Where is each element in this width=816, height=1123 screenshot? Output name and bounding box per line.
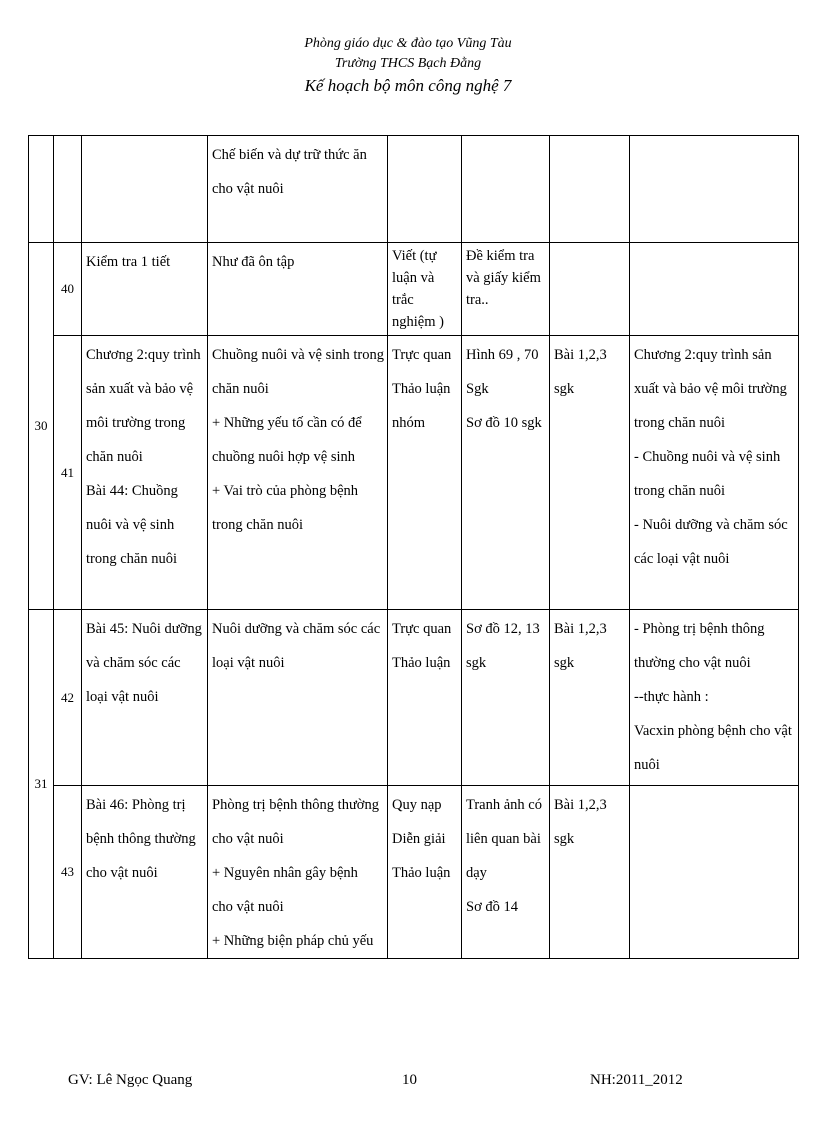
content-line: loại vật nuôi [212,655,285,671]
method-line: Viết (tự [392,248,437,264]
lesson-name-cell [82,786,208,959]
note-line: - Nuôi dưỡng và chăm sóc [634,517,788,533]
week-number: 30 [29,243,54,610]
note-line: Vacxin phòng bệnh cho vật [634,723,792,739]
lesson-name-line: môi trường trong [86,415,186,431]
teacher-name: GV: Lê Ngọc Quang [68,1072,193,1088]
method-line: Trực quan [392,347,452,363]
note-cell [630,336,799,610]
content-line: + Những yếu tố cần có để [212,415,362,431]
note-line: trong chăn nuôi [634,415,726,431]
content-line: cho vật nuôi [212,181,284,197]
page-header [0,34,816,98]
content-line: Chuồng nuôi và vệ sinh trong [212,347,384,363]
note-line: xuất và bảo vệ môi trường [634,381,787,397]
content-line: + Nguyên nhân gây bệnh [212,865,358,881]
content-cell [208,136,388,243]
exercise-cell [550,243,630,336]
page-number: 10 [402,1072,417,1088]
materials-cell [462,786,550,959]
content-line: + Vai trò của phòng bệnh [212,483,359,499]
content-line: + Những biện pháp chủ yếu [212,933,374,949]
note-cell [630,136,799,243]
lesson-name-line: nuôi và vệ sinh [86,517,175,533]
materials-line: Đề kiểm tra [466,248,535,264]
lesson-name-line: loại vật nuôi [86,689,159,705]
table-row [29,136,799,243]
materials-cell [462,610,550,786]
materials-line: Tranh ảnh có [466,797,542,813]
lesson-name-line: trong chăn nuôi [86,551,178,567]
document-title: Kế hoạch bộ môn công nghệ 7 [304,76,512,95]
note-line: thường cho vật nuôi [634,655,751,671]
lesson-name-line: Bài 44: Chuồng [86,483,178,499]
materials-line: Sơ đồ 10 sgk [466,415,542,431]
note-line: --thực hành : [634,689,709,705]
materials-line: Sơ đồ 12, 13 [466,621,540,637]
content-cell [208,243,388,336]
method-line: Quy nạp [392,797,442,813]
period-cell [54,136,82,243]
school-name: Trường THCS Bạch Đằng [334,56,482,71]
lesson-name-cell [82,136,208,243]
method-line: Thảo luận [392,655,451,671]
method-line: Thảo luận [392,381,451,397]
period-number: 43 [54,786,82,959]
exercise-cell [550,610,630,786]
content-line: Như đã ôn tập [212,254,295,270]
materials-line: và giấy kiểm [466,270,541,286]
lesson-name-line: bệnh thông thường [86,831,196,847]
lesson-name-line: Chương 2:quy trình [86,347,201,363]
exercise-cell [550,336,630,610]
note-cell [630,610,799,786]
method-cell [388,336,462,610]
lesson-name-line: Bài 45: Nuôi dưỡng [86,621,202,637]
content-line: cho vật nuôi [212,831,284,847]
school-year: NH:2011_2012 [590,1072,683,1088]
materials-line: Sgk [466,381,489,397]
content-line: Phòng trị bệnh thông thường [212,797,379,813]
materials-cell [462,243,550,336]
note-line: nuôi [634,757,660,773]
method-cell [388,786,462,959]
note-line: Chương 2:quy trình sản [634,347,772,363]
content-line: trong chăn nuôi [212,517,304,533]
exercise-line: sgk [554,831,575,847]
method-line: Diễn giải [392,831,446,847]
method-line: Thảo luận [392,865,451,881]
lesson-name-cell [82,243,208,336]
lesson-name-line: sản xuất và bảo vệ [86,381,194,397]
content-cell [208,336,388,610]
lesson-name-line: chăn nuôi [86,449,143,465]
period-number: 41 [54,336,82,610]
exercise-cell [550,786,630,959]
method-line: luận và trắc [392,270,435,308]
lesson-name-cell [82,336,208,610]
materials-line: sgk [466,655,487,671]
exercise-line: Bài 1,2,3 [554,621,607,637]
materials-line: Hình 69 , 70 [466,347,539,363]
method-line: Trực quan [392,621,452,637]
note-line: các loại vật nuôi [634,551,730,567]
content-line: chuồng nuôi hợp vệ sinh [212,449,355,465]
lesson-name-line: và chăm sóc các [86,655,181,671]
table-row [29,243,799,336]
method-cell [388,243,462,336]
lesson-plan-table [28,135,799,959]
note-line: - Phòng trị bệnh thông [634,621,765,637]
exercise-line: Bài 1,2,3 [554,347,607,363]
week-cell [29,136,54,243]
department-name: Phòng giáo dục & đào tạo Vũng Tàu [304,36,512,51]
period-number: 40 [54,243,82,336]
method-cell [388,136,462,243]
period-number: 42 [54,610,82,786]
materials-line: liên quan bài [466,831,541,847]
note-line: trong chăn nuôi [634,483,726,499]
method-line: nghiệm ) [392,314,444,330]
week-number: 31 [29,610,54,959]
note-cell [630,786,799,959]
table-row [29,336,799,610]
exercise-cell [550,136,630,243]
materials-line: tra.. [466,292,489,308]
content-line: Nuôi dưỡng và chăm sóc các [212,621,381,637]
note-line: - Chuồng nuôi và vệ sinh [634,449,781,465]
exercise-line: Bài 1,2,3 [554,797,607,813]
lesson-name-cell [82,610,208,786]
lesson-name-line: Kiểm tra 1 tiết [86,254,171,270]
materials-line: dạy [466,865,487,881]
method-line: nhóm [392,415,426,431]
content-line: cho vật nuôi [212,899,284,915]
table-row [29,610,799,786]
content-line: Chế biến và dự trữ thức ăn [212,147,367,163]
exercise-line: sgk [554,381,575,397]
table-row [29,786,799,959]
materials-cell [462,336,550,610]
lesson-name-line: cho vật nuôi [86,865,158,881]
content-cell [208,610,388,786]
content-cell [208,786,388,959]
materials-cell [462,136,550,243]
exercise-line: sgk [554,655,575,671]
note-cell [630,243,799,336]
method-cell [388,610,462,786]
content-line: chăn nuôi [212,381,269,397]
lesson-name-line: Bài 46: Phòng trị [86,797,186,813]
materials-line: Sơ đồ 14 [466,899,518,915]
